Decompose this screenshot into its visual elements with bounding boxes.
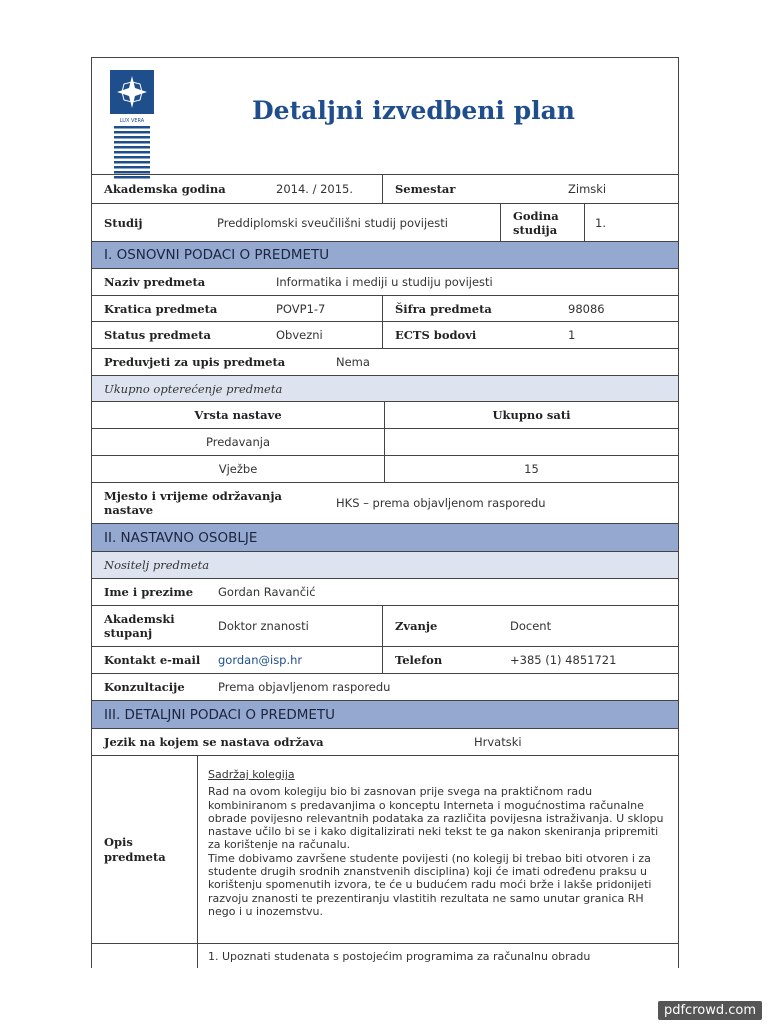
value-konzultacije: Prema objavljenom rasporedu [218, 680, 391, 694]
label-email: Kontakt e-mail [104, 653, 201, 667]
table-row [92, 429, 678, 456]
value-stupanj: Doktor znanosti [218, 619, 309, 633]
sadrzaj-heading: Sadržaj kolegija [208, 768, 295, 781]
section-title-1: I. OSNOVNI PODACI O PREDMETU [92, 242, 678, 268]
value-jezik: Hrvatski [474, 735, 522, 749]
section-title-3: III. DETALJNI PODACI O PREDMETU [92, 701, 678, 728]
label-jezik: Jezik na kojem se nastava održava [104, 735, 324, 749]
row-konzultacije [92, 674, 678, 701]
label-sifra: Šifra predmeta [382, 296, 502, 321]
label-naziv: Naziv predmeta [104, 275, 206, 289]
document-sheet [91, 57, 679, 968]
label-akademska-godina: Akademska godina [104, 182, 226, 196]
vrsta-vjezbe: Vježbe [218, 462, 258, 476]
row-naziv [92, 269, 678, 296]
label-semestar: Semestar [382, 175, 502, 203]
cilj-item: 1. Upoznati studenata s postojećim programima za računalnu obradu [208, 950, 591, 963]
value-mjesto: HKS – prema objavljenom rasporedu [336, 496, 546, 510]
pdfcrowd-watermark[interactable]: pdfcrowd.com [658, 1001, 762, 1020]
row-preduvjeti [92, 349, 678, 376]
label-stupanj: Akademski stupanj [104, 612, 175, 640]
opis-paragraph-1: Rad na ovom kolegiju bio bi zasnovan prije svega na praktičnom radu kombiniranom s predavanjima o konceptu Interneta i mogućnostima računalne obrade povijesno relevantnih podataka za različita povijesna istraživanja. U sklopu nastave učilo bi se i kako digitalizirati neki tekst te ga nakon skeniranja pripremiti za korištenje na računalu. [208, 785, 664, 852]
row-opis [92, 756, 678, 944]
value-studij: Preddiplomski sveučilišni studij povijesti [217, 215, 448, 230]
label-mjesto: Mjesto i vrijeme održavanja nastave [104, 489, 282, 517]
label-studij: Studij [104, 215, 143, 230]
row-vrsta-header [92, 402, 678, 429]
value-naziv: Informatika i mediji u studiju povijesti [276, 275, 493, 289]
subheader-opterecenje: Ukupno opterećenje predmeta [92, 376, 678, 401]
document-title: Detaljni izvedbeni plan [252, 96, 575, 125]
label-kratica: Kratica predmeta [104, 301, 218, 316]
subheader-nositelj: Nositelj predmeta [92, 552, 678, 578]
value-godina-studija: 1. [584, 204, 678, 241]
opis-paragraph-2: Time dobivamo završene studente povijesti (no kolegij bi trebao biti otvoren i za studente drugih srodnih znanstvenih disciplina) koji će imati određenu praksu u korištenju spomenutih izvora, te će u budućem radu moći brže i lakše pridonijeti razvoju znanosti te prezentiranju vlastitih rezultata ne samo unutar granica RH nego i u inozemstvu. [208, 851, 652, 918]
table-row [92, 456, 678, 483]
label-ime: Ime i prezime [104, 585, 194, 599]
section-osnovni-podaci [92, 242, 678, 269]
value-sifra: 98086 [568, 301, 605, 316]
row-kontakt [92, 647, 678, 674]
value-zvanje: Docent [510, 619, 552, 633]
label-zvanje: Zvanje [382, 606, 502, 646]
value-ects: 1 [568, 328, 576, 342]
row-kratica [92, 296, 678, 322]
label-status: Status predmeta [104, 328, 211, 342]
row-opterecenje [92, 376, 678, 402]
value-status: Obvezni [276, 328, 323, 342]
value-telefon: +385 (1) 4851721 [510, 653, 617, 667]
label-ects: ECTS bodovi [382, 322, 502, 348]
email-link[interactable]: gordan@isp.hr [218, 653, 303, 667]
value-ime: Gordan Ravančić [218, 585, 316, 599]
row-status [92, 322, 678, 349]
header-ukupno-sati: Ukupno sati [384, 402, 678, 428]
row-mjesto [92, 483, 678, 524]
label-telefon: Telefon [382, 647, 502, 673]
section-nastavno-osoblje [92, 524, 678, 552]
row-nositelj [92, 552, 678, 579]
label-opis: Opis predmeta [104, 834, 166, 864]
label-godina-studija: Godina studija [500, 204, 584, 241]
row-ciljevi [92, 944, 678, 968]
section-detaljni-podaci [92, 701, 678, 729]
row-stupanj [92, 606, 678, 647]
value-preduvjeti: Nema [336, 355, 370, 369]
value-kratica: POVP1-7 [276, 301, 326, 316]
svg-text:LUX VERA: LUX VERA [119, 118, 145, 124]
section-title-2: II. NASTAVNO OSOBLJE [92, 524, 678, 551]
row-akademska-godina [92, 175, 678, 204]
sati-predavanja [384, 429, 678, 455]
vrsta-predavanja: Predavanja [205, 435, 270, 449]
header-vrsta-nastave: Vrsta nastave [194, 408, 282, 422]
ciljevi-content [197, 944, 678, 968]
row-studij [92, 204, 678, 242]
sati-vjezbe: 15 [384, 456, 678, 482]
value-semestar: Zimski [568, 182, 607, 196]
label-konzultacije: Konzultacije [104, 680, 185, 694]
university-logo [110, 70, 154, 182]
opis-content [197, 756, 678, 943]
label-preduvjeti: Preduvjeti za upis predmeta [104, 355, 286, 369]
row-ime [92, 579, 678, 606]
header-row [92, 58, 678, 175]
row-jezik [92, 729, 678, 756]
value-akademska-godina: 2014. / 2015. [276, 182, 354, 196]
